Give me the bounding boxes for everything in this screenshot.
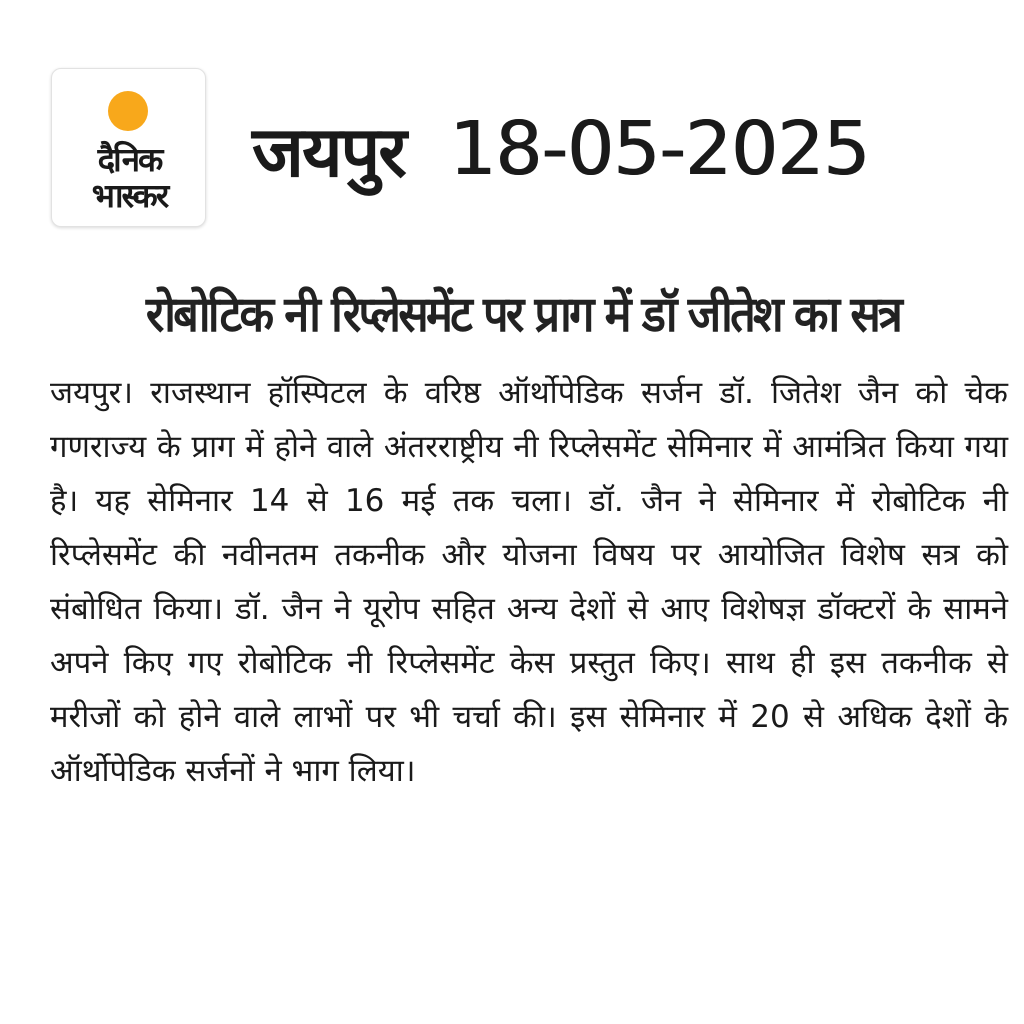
logo-text-line2: भास्कर [91, 176, 168, 215]
publication-date: 18-05-2025 [448, 106, 869, 192]
sun-icon [108, 91, 148, 131]
city-name: जयपुर [252, 111, 405, 193]
logo-text-line1: दैनिक [97, 140, 162, 179]
dainik-bhaskar-logo [51, 68, 206, 227]
news-article [38, 270, 1010, 990]
article-body: जयपुर। राजस्थान हॉस्पिटल के वरिष्ठ ऑर्थोपेडिक सर्जन डॉ. जितेश जैन को चेक गणराज्य के प्राग में होने वाले अंतरराष्ट्रीय नी रिप्लेसमेंट सेमिनार में आमंत्रित किया गया है। यह सेमिनार 14 से 16 मई तक चला। डॉ. जैन ने सेमिनार में रोबोटिक नी रिप्लेसमेंट की नवीनतम तकनीक और योजना विषय पर आयोजित विशेष सत्र को संबोधित किया। डॉ. जैन ने यूरोप सहित अन्य देशों से आए विशेषज्ञ डॉक्टरों के सामने अपने किए गए रोबोटिक नी रिप्लेसमेंट केस प्रस्तुत किए। साथ ही इस तकनीक से मरीजों को होने वाले लाभों पर भी चर्चा की। इस सेमिनार में 20 से अधिक देशों के ऑर्थोपेडिक सर्जनों ने भाग लिया। [50, 375, 1008, 789]
article-headline: रोबोटिक नी रिप्लेसमेंट पर प्राग में डॉ जीतेश का सत्र [145, 286, 901, 343]
dateline-header [252, 104, 869, 194]
